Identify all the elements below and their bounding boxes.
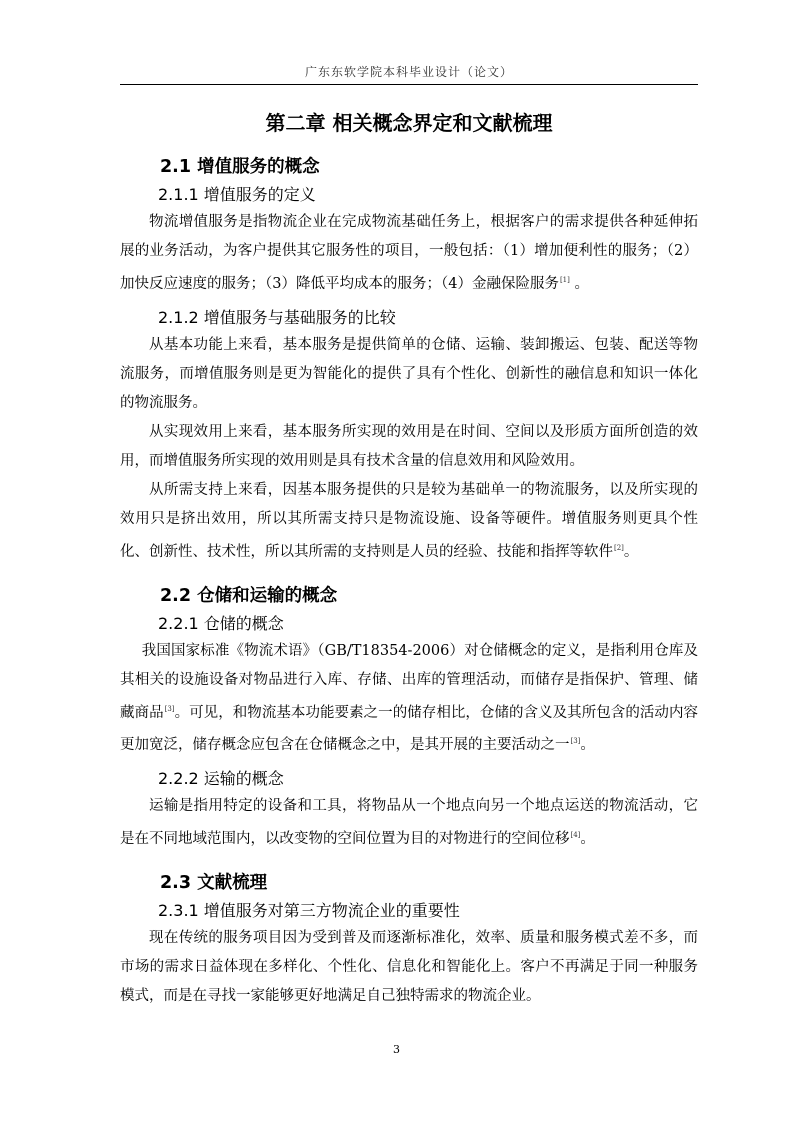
citation-ref: [3]: [164, 704, 175, 713]
subsection-heading-2-1-1: 2.1.1 增值服务的定义: [158, 185, 316, 204]
subsection-heading-2-2-2: 2.2.2 运输的概念: [158, 769, 284, 789]
citation-ref: [1]: [559, 276, 570, 284]
section-heading-2-1: 2.1 增值服务的概念: [160, 157, 320, 177]
paragraph-text-cont: 。可见，和物流基本功能要素之一的储存相比，仓储的含义及其所包含的活动内容更加宽泛，储存概念应包含在仓储概念之中，是其开展的主要活动之一: [120, 704, 699, 754]
paragraph-2-1-2-p2: 从实现效用上来看，基本服务所实现的效用是在时间、空间以及形质方面所创造的效用，而增值服务所实现的效用则是具有技术含量的信息效用和风险效用。: [120, 423, 698, 469]
subsection-heading-2-1-2: 2.1.2 增值服务与基础服务的比较: [158, 307, 396, 327]
citation-ref: [2]: [614, 543, 624, 552]
paragraph-2-2-1-p1: [120, 637, 698, 761]
paragraph-2-1-2-p3: [120, 476, 698, 567]
paragraph-text: 从所需支持上来看，因基本服务提供的只是较为基础单一的物流服务，以及所实现的效用只是挤出效用，所以其所需支持只是物流设施、设备等硬件。增值服务则更具个性化、创新性、技术性，所以其所需的支持则是人员的经验、技能和指挥等软件: [120, 481, 698, 560]
paragraph-2-1-2-p1: 从基本功能上来看，基本服务是提供简单的仓储、运输、装卸搬运、包装、配送等物流服务，而增值服务则是更为智能化的提供了具有个性化、创新性的融信息和知识一体化的物流服务。: [120, 336, 698, 411]
chapter-title: 第二章 相关概念界定和文献梳理: [265, 111, 553, 135]
paragraph-text: 运输是指用特定的设备和工具，将物品从一个地点向另一个地点运送的物流活动，它是在不同地域范围内，以改变物的空间位置为目的对物进行的空间位移: [120, 798, 698, 848]
paragraph-text: 物流增值服务是指物流企业在完成物流基础任务上，根据客户的需求提供各种延伸拓展的业务活动，为客户提供其它服务性的项目，一般包括：（1）增加便利性的服务；（2）加快反应速度的服务；（3）降低平均成本的服务；（4）金融保险服务: [120, 214, 698, 292]
citation-ref: [3]: [570, 737, 581, 746]
section-heading-2-3: 2.3 文献梳理: [160, 873, 268, 894]
header-rule: [120, 84, 698, 85]
paragraph-end: 。: [580, 831, 595, 848]
paragraph-end: 。: [623, 543, 639, 560]
paragraph-2-1-1-p1: [120, 208, 698, 299]
running-header: 广东东软学院本科毕业设计（论文）: [304, 65, 513, 79]
subsection-heading-2-3-1: 2.3.1 增值服务对第三方物流企业的重要性: [158, 901, 460, 921]
page-number: 3: [393, 1043, 400, 1056]
subsection-heading-2-2-1: 2.2.1 仓储的概念: [158, 613, 284, 633]
paragraph-text: 我国国家标准《物流术语》（GB/T18354-2006）对仓储概念的定义，是指利用仓库及其相关的设施设备对物品进行入库、存储、出库的管理活动，而储存是指保护、管理、储藏商品: [120, 642, 698, 721]
paragraph-end: 。: [569, 275, 589, 292]
paragraph-2-2-2-p1: [120, 792, 698, 854]
section-heading-2-2: 2.2 仓储和运输的概念: [160, 585, 338, 606]
paragraph-end: 。: [580, 737, 595, 754]
page-content: [120, 108, 698, 1011]
citation-ref: [4]: [570, 831, 581, 840]
paragraph-2-3-1-p1: 现在传统的服务项目因为受到普及而逐渐标准化，效率、质量和服务模式差不多，而市场的需求日益体现在多样化、个性化、信息化和智能化上。客户不再满足于同一种服务模式，而是在寻找一家能够更好地满足自己独特需求的物流企业。: [120, 930, 698, 1005]
